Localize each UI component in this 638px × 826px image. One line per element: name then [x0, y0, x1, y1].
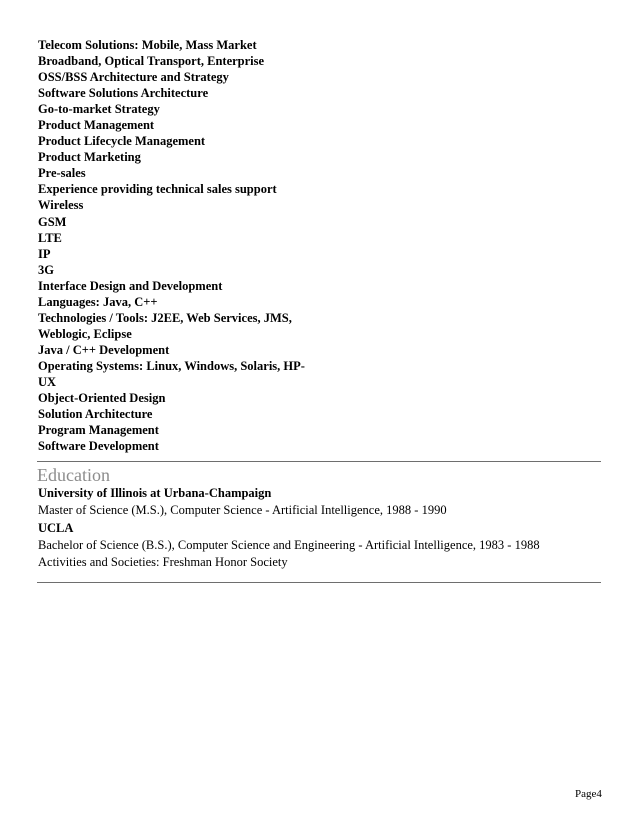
skill-item: Broadband, Optical Transport, Enterprise [38, 54, 265, 69]
activities-detail: Activities and Societies: Freshman Honor Society [38, 555, 288, 569]
school-name: University of Illinois at Urbana-Champaign [38, 486, 272, 500]
skill-item: Product Lifecycle Management [38, 134, 206, 149]
skill-item: Product Marketing [38, 150, 141, 165]
skill-item: Go-to-market Strategy [38, 102, 160, 117]
skill-item: LTE [38, 230, 62, 245]
skill-item: IP [38, 246, 51, 261]
skill-item: Software Solutions Architecture [38, 86, 209, 101]
skill-item: Operating Systems: Linux, Windows, Solaris, HP-UX [38, 358, 305, 389]
school-name: UCLA [38, 521, 74, 535]
skill-item: OSS/BSS Architecture and Strategy [38, 70, 229, 85]
section-divider-bottom [37, 582, 601, 583]
skill-item: Telecom Solutions: Mobile, Mass Market [38, 38, 257, 52]
skill-item: Java / C++ Development [38, 342, 170, 357]
skills-list [38, 37, 313, 454]
skill-item: Product Management [38, 118, 155, 133]
skill-item: Technologies / Tools: J2EE, Web Services, JMS, Weblogic, Eclipse [38, 310, 292, 341]
skill-item: Software Development [38, 439, 159, 454]
education-heading: Education [37, 465, 110, 485]
skill-item: Experience providing technical sales support [38, 182, 277, 197]
degree-detail: Master of Science (M.S.), Computer Science - Artificial Intelligence, 1988 - 1990 [38, 503, 447, 517]
skill-item: Pre-sales [38, 166, 86, 181]
skill-item: Languages: Java, C++ [38, 294, 158, 309]
skill-item: Object-Oriented Design [38, 391, 166, 406]
skill-item: Interface Design and Development [38, 278, 223, 293]
skill-item: Solution Architecture [38, 407, 153, 422]
degree-detail: Bachelor of Science (B.S.), Computer Science and Engineering - Artificial Intelligence, 1983 - 1988 [38, 538, 540, 552]
page-number: Page4 [575, 788, 602, 800]
skill-item: Program Management [38, 423, 159, 438]
education-section [38, 485, 598, 571]
skill-item: Wireless [38, 198, 84, 213]
section-divider-top [37, 461, 601, 462]
skill-item: 3G [38, 262, 54, 277]
skill-item: GSM [38, 214, 67, 229]
